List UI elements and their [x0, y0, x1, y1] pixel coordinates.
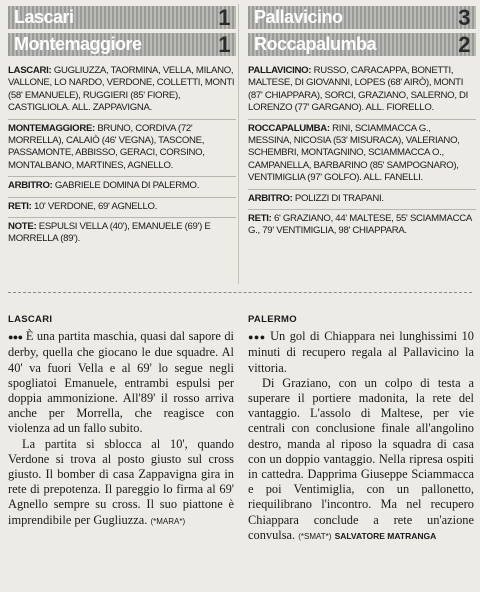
author-initials: (*MARA*)	[150, 516, 186, 526]
away-goals: 1	[218, 31, 230, 57]
article-paragraph: La partita si sblocca al 10', quando Verdone si trova al posto giusto sul cross giusto. Il bomber di casa Zappavigna gira in rete di prepotenza. Il pareggio lo firma al 69' Agnello sempre su cross. Il suo piattone è imprendibile per Gugliuzza. (*MARA*)	[8, 436, 234, 527]
referee: ARBITRO: GABRIELE DOMINA DI PALERMO.	[8, 177, 236, 197]
bullet-dots-icon: ●●●	[8, 332, 23, 343]
article-paragraph: ●●● Un gol di Chiappara nei lunghissimi 10 minuti di recupero regala al Pallavicino la vittoria.	[248, 329, 474, 375]
article-palermo	[248, 312, 474, 544]
home-team-name: Pallavicino	[254, 7, 343, 27]
article-paragraph: Di Graziano, con un colpo di testa a superare il portiere madonita, la rete del vantaggio. L'assolo di Maltese, per vie centrali con conclusione finale all'angolino destro, manda al riposo la squadra di casa con un doppio vantaggio. Nella ripresa ospiti in cattedra. Dapprima Giuseppe Sciammacca e poi Ventimiglia, con un pallonetto, riequilibrano l'incontro. Ma nel recupero Chiappara conclude a rete un'azione convulsa. (*SMAT*) SALVATORE MATRANGA	[248, 375, 474, 542]
author-name: SALVATORE MATRANGA	[334, 530, 437, 541]
away-lineup: MONTEMAGGIORE: BRUNO, CORDIVA (72' MORRELLA), CALAIÒ (46' VEGNA), TASCONE, PASSAMONTE, ABBISSO, GERACI, CORSINO, MONTALBANO, MARTINES, AGNELLO.	[8, 120, 236, 178]
home-score-row	[248, 6, 476, 29]
bullet-dots-icon: ●●●	[248, 332, 266, 343]
dateline: LASCARI	[8, 314, 53, 325]
match-box-lascari	[8, 6, 236, 250]
notes: NOTE: ESPULSI VELLA (40'), EMANUELE (69') E MORRELLA (89').	[8, 221, 211, 245]
goals-list: RETI: 10' VERDONE, 69' AGNELLO.	[8, 198, 236, 218]
home-goals: 3	[458, 4, 470, 30]
away-lineup: ROCCAPALUMBA: RINI, SCIAMMACCA G., MESSINA, NICOSIA (53' MISURACA), VALERIANO, SCHEMBRI, MONTAGNINO, SCIAMMACCA O., CAMPANELLA, BARBARINO (85' SAMPOGNARO), VENTIMIGLIA (97' GOLFO). ALL. FANELLI.	[248, 120, 476, 190]
away-score-row	[8, 33, 236, 56]
away-team-name: Roccapalumba	[254, 34, 377, 54]
home-goals: 1	[218, 4, 230, 30]
goals-list: RETI: 6' GRAZIANO, 44' MALTESE, 55' SCIAMMACCA G., 79' VENTIMIGLIA, 98' CHIAPPARA.	[248, 213, 472, 237]
referee: ARBITRO: POLIZZI DI TRAPANI.	[248, 190, 476, 210]
match-box-pallavicino	[248, 6, 476, 242]
away-team-name: Montemaggiore	[14, 34, 142, 54]
home-team-name: Lascari	[14, 7, 74, 27]
author-initials: (*SMAT*)	[298, 531, 332, 541]
section-divider	[8, 292, 472, 293]
column-divider	[238, 4, 239, 284]
home-score-row	[8, 6, 236, 29]
away-goals: 2	[458, 31, 470, 57]
article-paragraph: ●●● È una partita maschia, quasi dal sapore di derby, quella che giocano le due squadre. Al 40' va fuori Vella e al 69' lo segue negli spogliatoi Emanuele, entrambi espulsi per doppia ammonizione. All'89' il rosso arriva anche per Morrella, che reagisce con violenza ad un fallo subito.	[8, 329, 234, 436]
away-score-row	[248, 33, 476, 56]
home-lineup: PALLAVICINO: RUSSO, CARACAPPA, BONETTI, MALTESE, DI GIOVANNI, LOPES (68' AIRÒ), MONTI (87' CHIAPPARA), SORCI, GRAZIANO, SALERNO, DI LORENZO (77' GARGANO). ALL. FIORELLO.	[248, 60, 476, 120]
home-lineup: LASCARI: GUGLIUZZA, TAORMINA, VELLA, MILANO, VALLONE, LO NARDO, VERDONE, COLLETTI, MONTI (58' EMANUELE), RUGGIERI (85' FIORE), CASTIGLIOLA. ALL. ZAPPAVIGNA.	[8, 60, 236, 120]
article-lascari	[8, 312, 234, 529]
dateline: PALERMO	[248, 314, 297, 325]
